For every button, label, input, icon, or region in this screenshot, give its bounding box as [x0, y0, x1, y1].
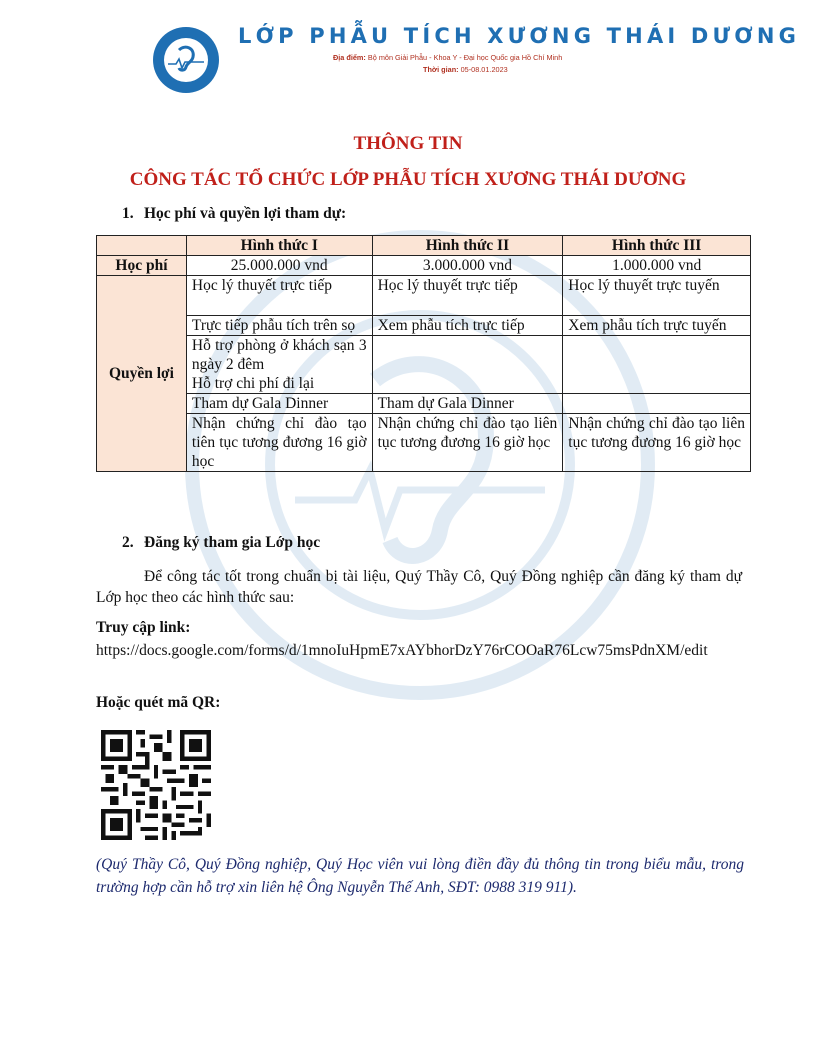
- benefits-label: Quyền lợi: [97, 276, 187, 472]
- table-cell: Xem phẫu tích trực tiếp: [372, 316, 563, 336]
- table-cell: Nhận chứng chỉ đào tạo tiên tục tương đương 16 giờ học: [186, 414, 372, 472]
- fee-value: 25.000.000 vnd: [186, 256, 372, 276]
- qr-label: Hoặc quét mã QR:: [96, 694, 221, 711]
- table-cell: [563, 336, 751, 394]
- doc-title-line2: CÔNG TÁC TỔ CHỨC LỚP PHẪU TÍCH XƯƠNG THÁI DƯƠNG: [129, 169, 687, 190]
- table-cell: Trực tiếp phẫu tích trên sọ: [186, 316, 372, 336]
- fee-benefit-table: [96, 235, 751, 472]
- doc-title-line1: THÔNG TIN: [353, 133, 463, 154]
- fee-value: 3.000.000 vnd: [372, 256, 563, 276]
- table-header: Hình thức I: [186, 236, 372, 256]
- benefit-row: [97, 394, 751, 414]
- table-cell: Tham dự Gala Dinner: [186, 394, 372, 414]
- table-cell: Học lý thuyết trực tuyến: [563, 276, 751, 316]
- fee-label: Học phí: [97, 256, 187, 276]
- contact-note: (Quý Thầy Cô, Quý Đồng nghiệp, Quý Học viên vui lòng điền đầy đủ thông tin trong biểu mẫu, trong trường hợp cần hỗ trợ xin liên hệ Ông Nguyễn Thế Anh, SĐT: 0988 319 911).: [96, 856, 744, 896]
- benefit-row: [97, 336, 751, 394]
- table-cell: Tham dự Gala Dinner: [372, 394, 563, 414]
- table-header-row: [97, 236, 751, 256]
- benefit-row: [97, 276, 751, 316]
- letterhead: [0, 20, 816, 90]
- section-2-heading: 2. Đăng ký tham gia Lớp học: [122, 534, 321, 551]
- table-corner-cell: [97, 236, 187, 256]
- benefit-row: [97, 316, 751, 336]
- table-header: Hình thức II: [372, 236, 563, 256]
- table-cell: Hỗ trợ phòng ở khách sạn 3 ngày 2 đêm Hỗ trợ chi phí đi lại: [186, 336, 372, 394]
- registration-intro: Để công tác tốt trong chuẩn bị tài liệu, Quý Thầy Cô, Quý Đồng nghiệp cần đăng ký tham dự Lớp học theo các hình thức sau:: [96, 568, 742, 606]
- section-1-heading: 1. Học phí và quyền lợi tham dự:: [122, 205, 347, 222]
- ear-logo-icon: [152, 26, 220, 94]
- benefit-row: [97, 414, 751, 472]
- header-title: LỚP PHẪU TÍCH XƯƠNG THÁI DƯƠNG: [238, 24, 801, 48]
- fee-row: [97, 256, 751, 276]
- table-cell: Nhận chứng chỉ đào tạo liên tục tương đương 16 giờ học: [563, 414, 751, 472]
- table-cell: Học lý thuyết trực tiếp: [372, 276, 563, 316]
- table-header: Hình thức III: [563, 236, 751, 256]
- header-location: Địa điểm: Bộ môn Giải Phẫu - Khoa Y - Đại học Quốc gia Hồ Chí Minh: [333, 53, 563, 62]
- registration-link[interactable]: https://docs.google.com/forms/d/1mnoIuHpmE7xAYbhorDzY76rCOOaR76Lcw75msPdnXM/edit: [96, 642, 708, 659]
- table-cell: Xem phẫu tích trực tuyến: [563, 316, 751, 336]
- qr-code-icon[interactable]: [101, 730, 211, 840]
- table-cell: [563, 394, 751, 414]
- table-cell: [372, 336, 563, 394]
- table-cell: Học lý thuyết trực tiếp: [186, 276, 372, 316]
- fee-value: 1.000.000 vnd: [563, 256, 751, 276]
- header-time: Thời gian: 05-08.01.2023: [423, 65, 508, 74]
- table-cell: Nhận chứng chỉ đào tạo liên tục tương đương 16 giờ học: [372, 414, 563, 472]
- link-label: Truy cập link:: [96, 619, 191, 636]
